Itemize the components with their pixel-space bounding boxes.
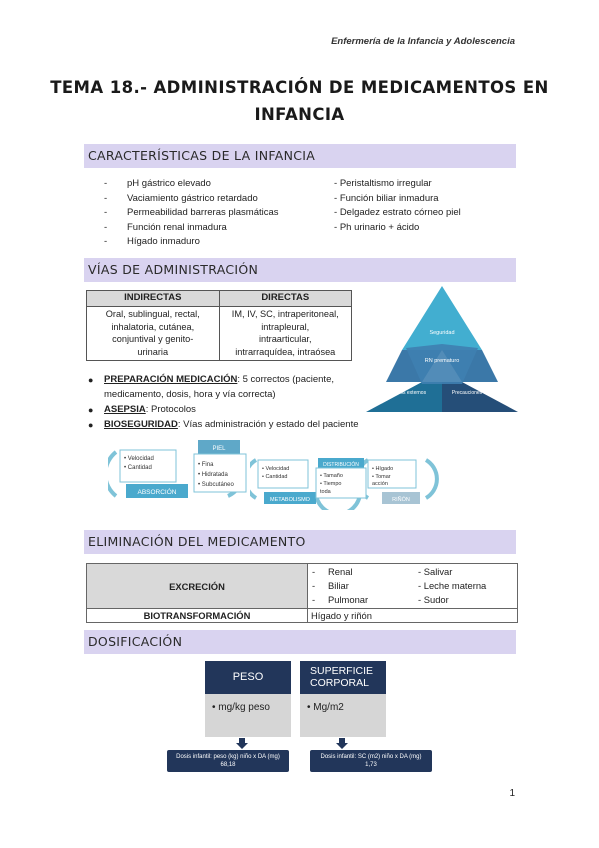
- text-toda: toda: [320, 489, 331, 495]
- list-item: - Hígado inmaduro: [104, 236, 200, 248]
- list-item: - Delgadez estrato córneo piel: [334, 207, 461, 219]
- bullet-bioseguridad: ● BIOSEGURIDAD: Vías administración y estado del paciente: [88, 419, 359, 430]
- text-fina: • Fina: [198, 462, 214, 468]
- absorcion-label: ABSORCIÓN: [137, 489, 177, 496]
- triangle-top-label: Seguridad: [429, 330, 455, 336]
- title-line-2: INFANCIA: [254, 105, 345, 124]
- list-item: - Vaciamiento gástrico retardado: [104, 192, 258, 204]
- metabolismo-label: METABOLISMO: [270, 497, 310, 503]
- sc-formula: Dosis infantil: SC (m2) niño x DA (mg): [320, 754, 422, 760]
- piel-label: PIEL: [212, 446, 226, 452]
- text-cantidad-2: • Cantidad: [262, 474, 288, 480]
- absorcion-diagram: [108, 440, 258, 508]
- section-vias: VÍAS DE ADMINISTRACIÓN: [84, 258, 516, 282]
- biotransformacion-value: Hígado y riñón: [308, 609, 518, 623]
- text-tiempo: • Tiempo: [320, 481, 342, 487]
- list-item: - Función biliar inmadura: [334, 192, 439, 204]
- peso-body: • mg/kg peso: [205, 694, 291, 737]
- list-item: - Ph urinario + ácido: [334, 221, 420, 233]
- distribucion-label: DISTRIBUCIÓN: [323, 462, 359, 468]
- page-title: [0, 74, 599, 128]
- sc-body: • Mg/m2: [300, 694, 386, 737]
- triangle-left-label: Inmaduros externos: [381, 390, 427, 396]
- rinon-label: RIÑÓN: [392, 497, 410, 503]
- table-header: DIRECTAS: [219, 291, 352, 307]
- safety-triangle-diagram: [366, 286, 518, 412]
- table-cell-directas: IM, IV, SC, intraperitoneal, intrapleural, intraarticular, intrarraquídea, intraósea: [219, 306, 352, 360]
- text-tamano: • Tamaño: [320, 473, 343, 479]
- vias-table: [86, 290, 352, 361]
- section-dosificacion: DOSIFICACIÓN: [84, 630, 516, 654]
- triangle-top: [402, 286, 482, 350]
- caracteristicas-right-list: [334, 177, 524, 235]
- peso-formula-box: [167, 750, 289, 772]
- metabolismo-diagram: [250, 452, 440, 510]
- caracteristicas-left-list: [104, 177, 334, 250]
- triangle-center-label: RN prematuro: [424, 358, 460, 364]
- text-accion: acción: [372, 481, 388, 487]
- sc-header: SUPERFICIE CORPORAL: [300, 661, 386, 694]
- peso-header: PESO: [205, 661, 291, 694]
- bullet-preparacion: ● PREPARACIÓN MEDICACIÓN: 5 correctos (paciente, medicamento, dosis, hora y vía correcta): [88, 374, 334, 400]
- triangle-bottom-right: [442, 382, 518, 412]
- list-item: - Función renal inmadura: [104, 221, 227, 233]
- triangle-right-label: Precauciones extremas: [451, 390, 505, 396]
- list-item: - Peristaltismo irregular: [334, 178, 432, 189]
- section-eliminacion: ELIMINACIÓN DEL MEDICAMENTO: [84, 530, 516, 554]
- text-subcutaneo: • Subcutáneo: [198, 482, 234, 488]
- bullet-asepsia: ● ASEPSIA: Protocolos: [88, 404, 196, 415]
- list-item: - pH gástrico elevado: [104, 178, 211, 189]
- triangle-bottom-left: [366, 382, 442, 412]
- biotransformacion-label: BIOTRANSFORMACIÓN: [87, 609, 308, 623]
- title-line-1: TEMA 18.- ADMINISTRACIÓN DE MEDICAMENTOS EN: [50, 78, 549, 97]
- arrow-down-icon: [336, 738, 348, 750]
- sc-formula-box: [310, 750, 432, 772]
- text-velocidad: • Velocidad: [124, 456, 154, 462]
- text-higado: • Hígado: [372, 466, 394, 472]
- table-cell-indirectas: Oral, sublingual, rectal, inhalatoria, cutánea, conjuntival y genito- urinaria: [87, 306, 220, 360]
- sc-formula-divisor: 1,73: [365, 762, 377, 768]
- excrecion-values: - Renal - Salivar - Biliar - Leche materna - Pulmonar - Sudor: [308, 564, 518, 609]
- text-hidratada: • Hidratada: [198, 472, 228, 478]
- page-number: 1: [509, 788, 515, 799]
- excrecion-label: EXCRECIÓN: [87, 564, 308, 609]
- peso-formula-divisor: 68,18: [220, 762, 236, 768]
- arrow-down-icon: [236, 738, 248, 750]
- text-velocidad-2: • Velocidad: [262, 466, 290, 472]
- running-header: Enfermería de la Infancia y Adolescencia: [331, 36, 515, 47]
- section-caracteristicas: CARACTERÍSTICAS DE LA INFANCIA: [84, 144, 516, 168]
- list-item: - Permeabilidad barreras plasmáticas: [104, 207, 279, 219]
- eliminacion-table: [86, 563, 518, 623]
- table-header: INDIRECTAS: [87, 291, 220, 307]
- peso-formula: Dosis infantil: peso (kg) niño x DA (mg): [176, 754, 280, 760]
- text-cantidad: • Cantidad: [124, 465, 152, 471]
- text-tomar: • Tomar: [372, 474, 391, 480]
